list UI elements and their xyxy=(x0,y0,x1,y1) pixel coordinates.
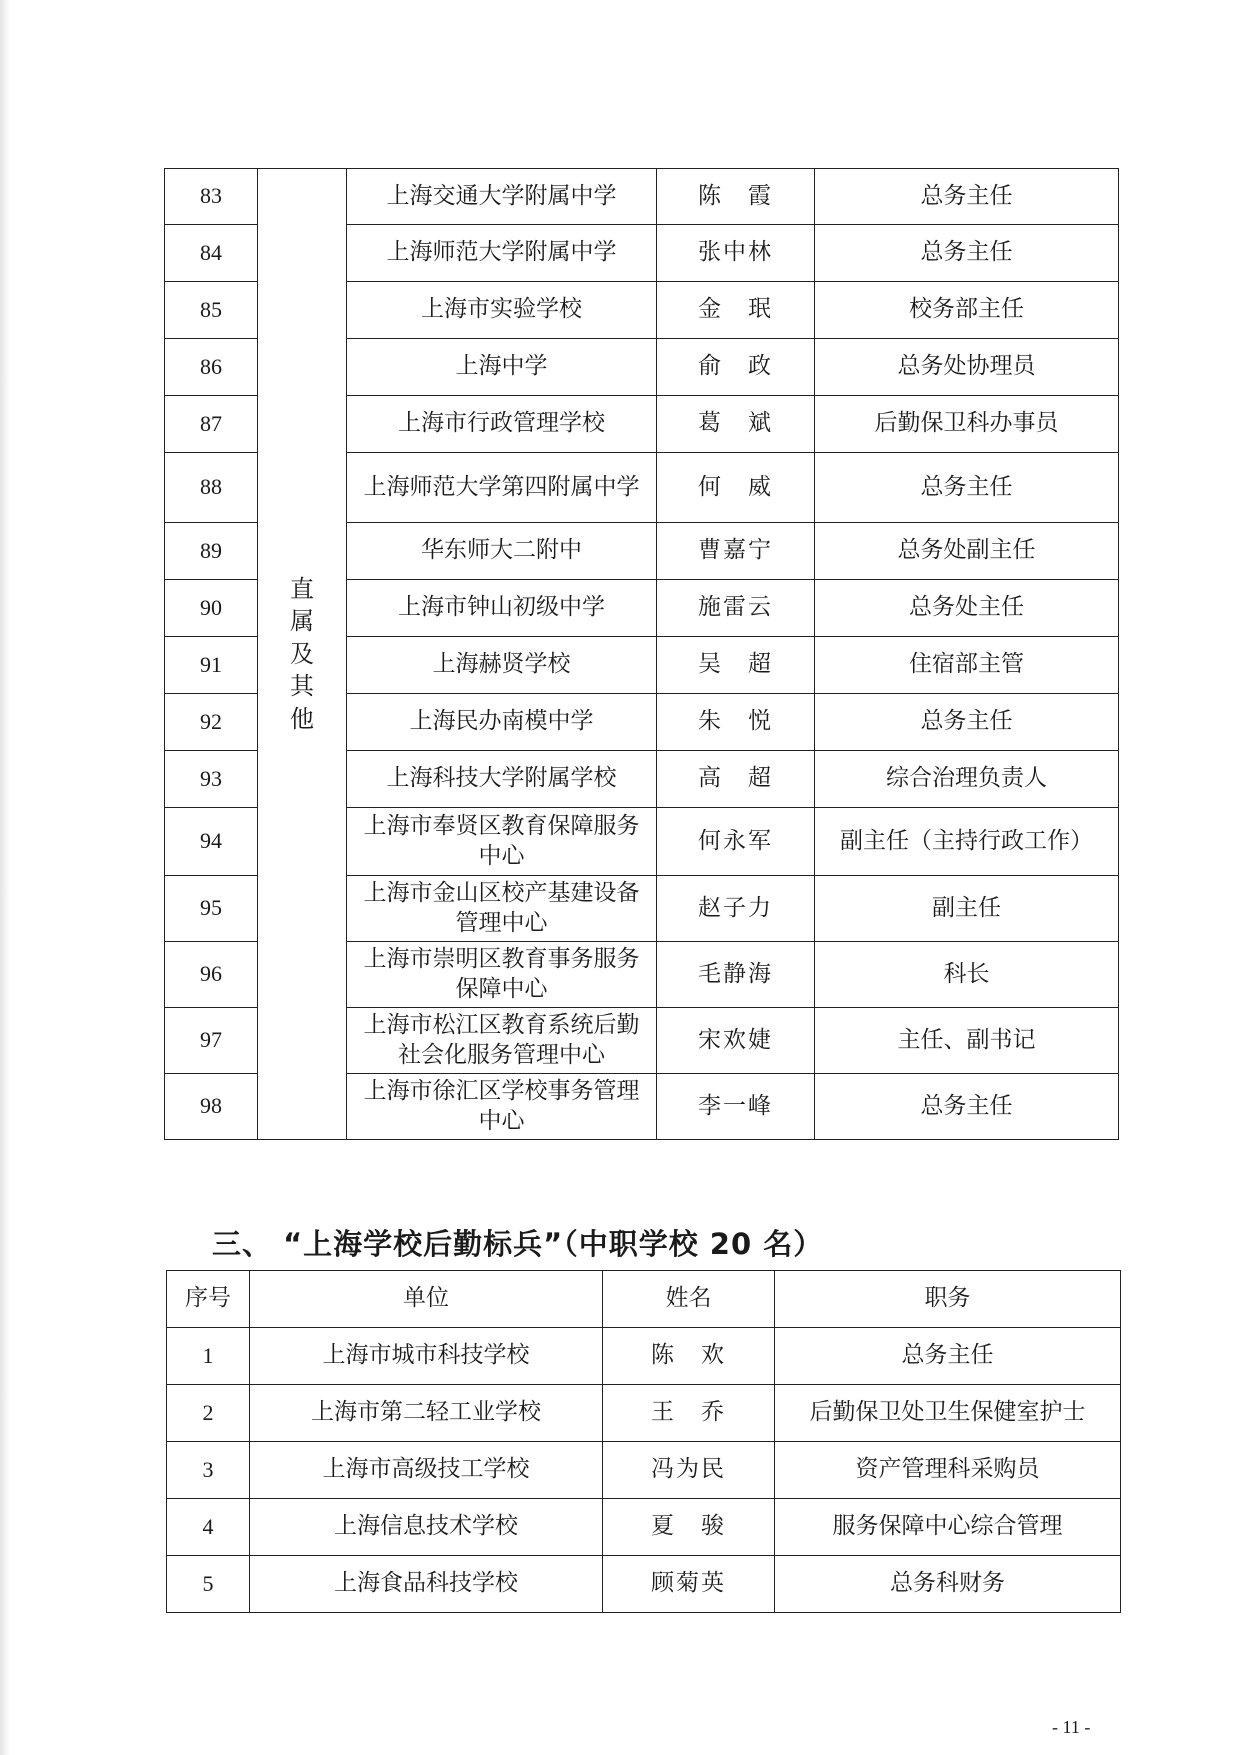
role-cell: 服务保障中心综合管理 xyxy=(775,1499,1121,1556)
name-cell: 葛 斌 xyxy=(657,396,815,453)
name-cell: 王 乔 xyxy=(603,1385,775,1442)
role-cell: 总务主任 xyxy=(815,225,1119,282)
role-cell: 后勤保卫科办事员 xyxy=(815,396,1119,453)
name-cell: 金 珉 xyxy=(657,282,815,339)
table-row xyxy=(167,1328,1121,1385)
row-number: 93 xyxy=(165,751,258,808)
vocational-awardees-table xyxy=(166,1270,1121,1613)
role-cell: 住宿部主管 xyxy=(815,637,1119,694)
name-cell: 张中林 xyxy=(657,225,815,282)
row-number: 3 xyxy=(167,1442,250,1499)
role-cell: 综合治理负责人 xyxy=(815,751,1119,808)
name-cell: 顾菊英 xyxy=(603,1556,775,1613)
role-cell: 副主任（主持行政工作） xyxy=(815,808,1119,876)
section-heading: 三、 “上海学校后勤标兵”（中职学校 20 名） xyxy=(212,1227,824,1261)
unit-cell: 上海市实验学校 xyxy=(347,282,657,339)
role-cell: 资产管理科采购员 xyxy=(775,1442,1121,1499)
page-number: - 11 - xyxy=(1052,1717,1091,1737)
unit-cell: 上海中学 xyxy=(347,339,657,396)
unit-cell: 上海市崇明区教育事务服务保障中心 xyxy=(347,942,657,1008)
row-number: 87 xyxy=(165,396,258,453)
row-number: 86 xyxy=(165,339,258,396)
unit-cell: 上海市第二轻工业学校 xyxy=(250,1385,603,1442)
header-name: 姓名 xyxy=(603,1271,775,1328)
role-cell: 总务处副主任 xyxy=(815,523,1119,580)
unit-cell: 上海市高级技工学校 xyxy=(250,1442,603,1499)
role-cell: 主任、副书记 xyxy=(815,1008,1119,1074)
header-role: 职务 xyxy=(775,1271,1121,1328)
row-number: 90 xyxy=(165,580,258,637)
unit-cell: 上海市奉贤区教育保障服务中心 xyxy=(347,808,657,876)
row-number: 97 xyxy=(165,1008,258,1074)
name-cell: 毛静海 xyxy=(657,942,815,1008)
role-cell: 总务主任 xyxy=(815,169,1119,225)
role-cell: 校务部主任 xyxy=(815,282,1119,339)
role-cell: 总务主任 xyxy=(815,1074,1119,1140)
unit-cell: 上海信息技术学校 xyxy=(250,1499,603,1556)
row-number: 5 xyxy=(167,1556,250,1613)
role-cell: 总务科财务 xyxy=(775,1556,1121,1613)
table-row xyxy=(167,1499,1121,1556)
name-cell: 冯为民 xyxy=(603,1442,775,1499)
row-number: 4 xyxy=(167,1499,250,1556)
name-cell: 陈 霞 xyxy=(657,169,815,225)
name-cell: 夏 骏 xyxy=(603,1499,775,1556)
role-cell: 总务处协理员 xyxy=(815,339,1119,396)
role-cell: 总务处主任 xyxy=(815,580,1119,637)
role-cell: 科长 xyxy=(815,942,1119,1008)
name-cell: 朱 悦 xyxy=(657,694,815,751)
role-cell: 总务主任 xyxy=(815,694,1119,751)
unit-cell: 上海市金山区校产基建设备管理中心 xyxy=(347,876,657,942)
unit-cell: 上海食品科技学校 xyxy=(250,1556,603,1613)
awardees-table-continued xyxy=(164,168,1119,1140)
unit-cell: 上海市城市科技学校 xyxy=(250,1328,603,1385)
row-number: 2 xyxy=(167,1385,250,1442)
name-cell: 赵子力 xyxy=(657,876,815,942)
row-number: 96 xyxy=(165,942,258,1008)
row-number: 84 xyxy=(165,225,258,282)
table-row xyxy=(167,1556,1121,1613)
name-cell: 宋欢婕 xyxy=(657,1008,815,1074)
name-cell: 何 威 xyxy=(657,453,815,523)
row-number: 89 xyxy=(165,523,258,580)
scan-edge-shadow xyxy=(0,0,10,1755)
unit-cell: 上海赫贤学校 xyxy=(347,637,657,694)
row-number: 85 xyxy=(165,282,258,339)
header-unit: 单位 xyxy=(250,1271,603,1328)
table-row xyxy=(167,1385,1121,1442)
row-number: 94 xyxy=(165,808,258,876)
name-cell: 吴 超 xyxy=(657,637,815,694)
role-cell: 总务主任 xyxy=(775,1328,1121,1385)
unit-cell: 上海市钟山初级中学 xyxy=(347,580,657,637)
unit-cell: 上海市松江区教育系统后勤社会化服务管理中心 xyxy=(347,1008,657,1074)
unit-cell: 上海市徐汇区学校事务管理中心 xyxy=(347,1074,657,1140)
unit-cell: 上海师范大学第四附属中学 xyxy=(347,453,657,523)
table-row xyxy=(167,1442,1121,1499)
row-number: 88 xyxy=(165,453,258,523)
row-number: 95 xyxy=(165,876,258,942)
unit-cell: 上海交通大学附属中学 xyxy=(347,169,657,225)
name-cell: 曹嘉宁 xyxy=(657,523,815,580)
name-cell: 施雷云 xyxy=(657,580,815,637)
unit-cell: 上海市行政管理学校 xyxy=(347,396,657,453)
row-number: 91 xyxy=(165,637,258,694)
unit-cell: 上海民办南模中学 xyxy=(347,694,657,751)
name-cell: 高 超 xyxy=(657,751,815,808)
row-number: 83 xyxy=(165,169,258,225)
unit-cell: 上海师范大学附属中学 xyxy=(347,225,657,282)
name-cell: 陈 欢 xyxy=(603,1328,775,1385)
group-cell: 直属及其他 xyxy=(258,169,347,1140)
name-cell: 俞 政 xyxy=(657,339,815,396)
unit-cell: 华东师大二附中 xyxy=(347,523,657,580)
role-cell: 副主任 xyxy=(815,876,1119,942)
table-row xyxy=(165,169,1119,225)
unit-cell: 上海科技大学附属学校 xyxy=(347,751,657,808)
row-number: 92 xyxy=(165,694,258,751)
row-number: 1 xyxy=(167,1328,250,1385)
row-number: 98 xyxy=(165,1074,258,1140)
name-cell: 李一峰 xyxy=(657,1074,815,1140)
header-no: 序号 xyxy=(167,1271,250,1328)
table-header-row xyxy=(167,1271,1121,1328)
role-cell: 总务主任 xyxy=(815,453,1119,523)
name-cell: 何永军 xyxy=(657,808,815,876)
role-cell: 后勤保卫处卫生保健室护士 xyxy=(775,1385,1121,1442)
